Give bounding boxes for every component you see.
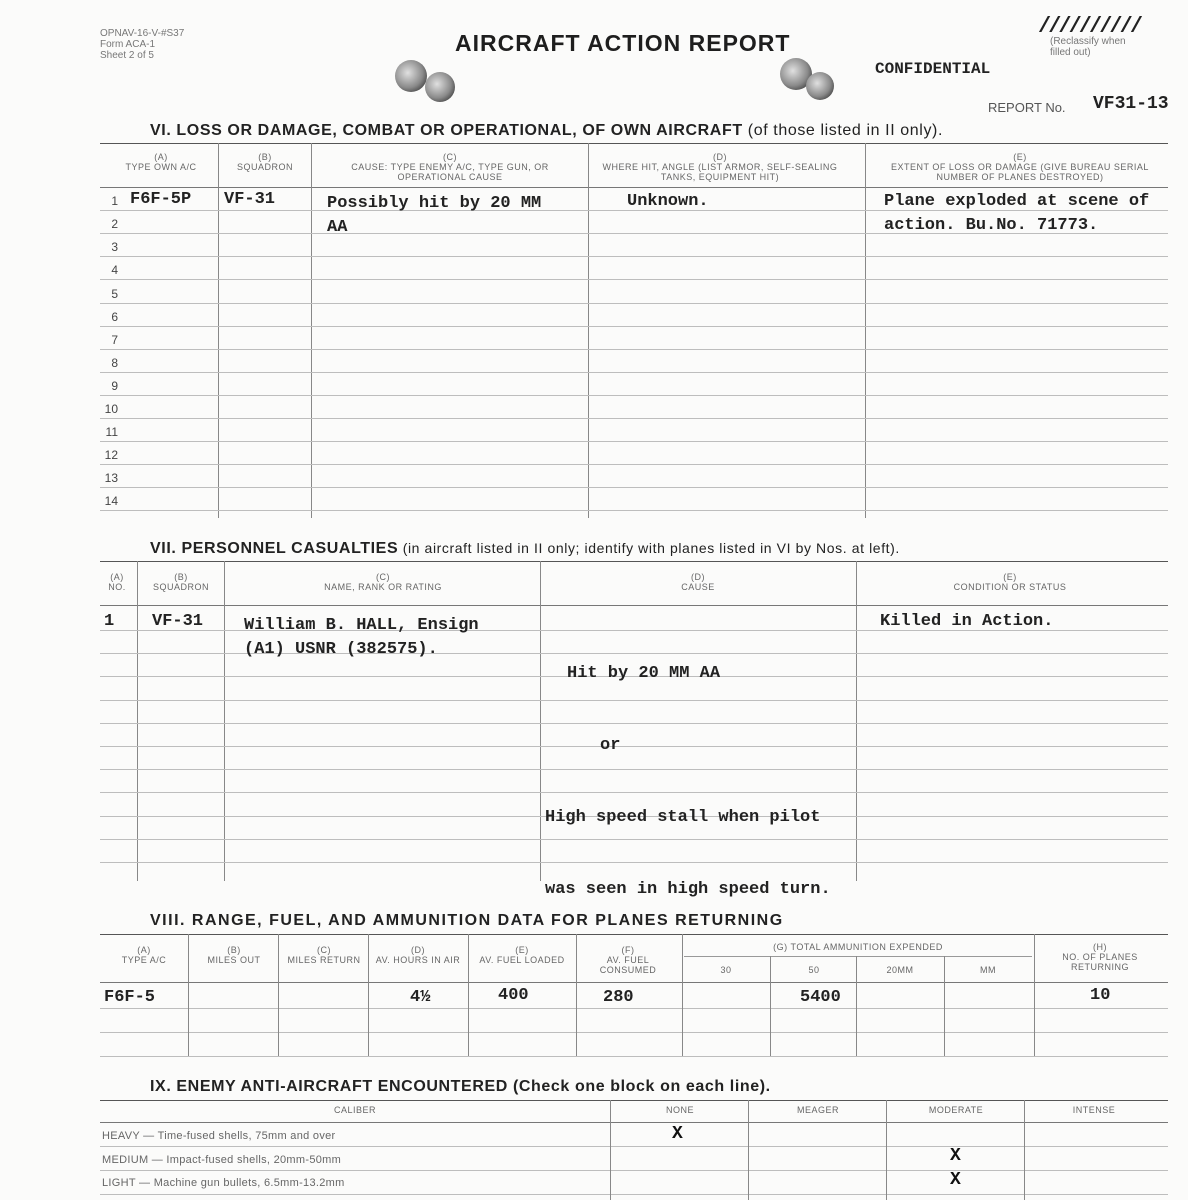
col-letter: (A) xyxy=(154,152,168,162)
col-label: AV. FUEL LOADED xyxy=(479,955,565,965)
row-rule xyxy=(100,303,1168,304)
col-header-squadron xyxy=(138,572,224,592)
column-divider xyxy=(278,934,279,1056)
col-letter: (H) xyxy=(1093,942,1107,952)
col-letter: (A) xyxy=(110,572,124,582)
col-letter: (D) xyxy=(691,572,705,582)
col-header-type-ac xyxy=(100,945,188,965)
casualty-squadron: VF-31 xyxy=(152,612,204,631)
section-vii-header-rule xyxy=(100,605,1168,606)
col-header-type-own-ac xyxy=(106,152,216,172)
casualty-cause-line: or xyxy=(600,736,621,755)
column-divider xyxy=(137,561,138,881)
form-code: Form ACA-1 xyxy=(100,39,156,50)
casualty-cause xyxy=(545,614,831,926)
column-divider xyxy=(468,934,469,1056)
row-rule xyxy=(100,1146,1168,1147)
row-rule xyxy=(100,1194,1168,1195)
row-number: 13 xyxy=(104,471,118,485)
section-vi-header-rule xyxy=(100,187,1168,188)
reclassify-note-line: (Reclassify when xyxy=(1050,36,1126,47)
col-header-miles-return xyxy=(280,945,368,965)
fuel-consumed: 280 xyxy=(603,988,634,1007)
aa-col-caliber: CALIBER xyxy=(333,1105,376,1115)
report-no-label: REPORT No. xyxy=(988,100,1066,115)
row-number: 10 xyxy=(104,402,118,416)
column-divider xyxy=(610,1100,611,1200)
section-vii-title xyxy=(150,540,900,558)
loss-cause xyxy=(327,192,541,240)
col-label: MILES RETURN xyxy=(287,955,361,965)
col-header-extent xyxy=(870,152,1170,182)
col-header-av-hours xyxy=(370,945,466,965)
loss-where-hit: Unknown. xyxy=(627,192,709,211)
aa-row-light-label: LIGHT — Machine gun bullets, 6.5mm-13.2mm xyxy=(102,1177,345,1189)
classification-stamp: CONFIDENTIAL xyxy=(875,60,991,78)
page-title: AIRCRAFT ACTION REPORT xyxy=(455,30,791,56)
row-rule xyxy=(100,1056,1168,1057)
col-header-where-hit xyxy=(600,152,840,182)
col-label: TYPE A/C xyxy=(121,955,167,965)
casualty-status: Killed in Action. xyxy=(880,612,1054,631)
form-number: OPNAV-16-V-#S37 xyxy=(100,28,185,39)
row-rule xyxy=(100,510,1168,511)
ammo-col-mm: MM xyxy=(980,965,996,975)
col-label: NO. OF PLANES xyxy=(1062,952,1138,962)
section-vi-heading: VI. LOSS OR DAMAGE, COMBAT OR OPERATIONAL, OF OWN AIRCRAFT xyxy=(150,122,743,139)
col-letter: (C) xyxy=(317,945,331,955)
col-label: CAUSE xyxy=(681,582,715,592)
form-id xyxy=(100,28,184,61)
col-label: NAME, RANK OR RATING xyxy=(324,582,442,592)
section-viii-top-rule xyxy=(100,934,1168,935)
col-label: SQUADRON xyxy=(236,162,293,172)
column-divider xyxy=(856,956,857,1056)
ammo-50-expended: 5400 xyxy=(800,988,841,1007)
section-viii-title: VIII. RANGE, FUEL, AND AMMUNITION DATA FOR PLANES RETURNING xyxy=(150,912,784,929)
row-number: 12 xyxy=(104,448,118,462)
column-divider xyxy=(576,934,577,1056)
col-label: AV. FUEL CONSUMED xyxy=(599,955,657,975)
col-letter: (F) xyxy=(621,945,635,955)
loss-extent xyxy=(884,190,1149,238)
loss-cause-line: Possibly hit by 20 MM xyxy=(327,194,542,213)
col-header-planes-returning xyxy=(1040,942,1160,972)
row-number: 14 xyxy=(104,494,118,508)
ammo-col-50: 50 xyxy=(808,965,820,975)
column-divider xyxy=(770,956,771,1056)
col-label: CAUSE: TYPE ENEMY A/C, TYPE GUN, OR OPERATIONAL CAUSE xyxy=(351,162,549,182)
col-label: TYPE OWN A/C xyxy=(125,162,197,172)
section-ix-top-rule xyxy=(100,1100,1168,1101)
col-letter: (B) xyxy=(258,152,272,162)
col-letter: (B) xyxy=(227,945,241,955)
section-ix-header-rule xyxy=(100,1122,1168,1123)
row-rule xyxy=(100,279,1168,280)
casualty-name xyxy=(244,614,479,662)
loss-squadron: VF-31 xyxy=(224,190,276,209)
row-rule xyxy=(100,372,1168,373)
row-number: 5 xyxy=(111,287,118,301)
ammo-group-header: (G) TOTAL AMMUNITION EXPENDED xyxy=(773,942,943,952)
aa-col-moderate: MODERATE xyxy=(928,1105,984,1115)
section-ix-title xyxy=(150,1078,771,1096)
section-vii-heading: VII. PERSONNEL CASUALTIES xyxy=(150,540,399,557)
col-header-name-rank xyxy=(225,572,541,592)
row-number: 4 xyxy=(111,263,118,277)
col-letter: (B) xyxy=(174,572,188,582)
column-divider xyxy=(886,1100,887,1200)
aa-col-none: NONE xyxy=(665,1105,694,1115)
reclassify-note xyxy=(1050,36,1126,58)
row-rule xyxy=(100,1032,1168,1033)
ammo-col-20mm: 20MM xyxy=(886,965,914,975)
aa-col-meager: MEAGER xyxy=(796,1105,839,1115)
col-header-fuel-consumed xyxy=(578,945,678,975)
row-number: 9 xyxy=(111,379,118,393)
column-divider xyxy=(588,143,589,518)
column-divider xyxy=(682,934,683,1056)
planes-returning: 10 xyxy=(1090,986,1111,1005)
row-rule xyxy=(100,349,1168,350)
row-number: 7 xyxy=(111,333,118,347)
row-rule xyxy=(100,441,1168,442)
col-letter: (D) xyxy=(713,152,727,162)
sheet-number: Sheet 2 of 5 xyxy=(100,50,154,61)
section-viii-header-rule xyxy=(100,982,1168,983)
row-number: 8 xyxy=(111,356,118,370)
casualty-name-line: (A1) USNR (382575). xyxy=(244,640,438,659)
row-number: 6 xyxy=(111,310,118,324)
aa-col-intense: INTENSE xyxy=(1072,1105,1116,1115)
casualty-cause-line: High speed stall when pilot xyxy=(545,808,821,827)
fuel-loaded: 400 xyxy=(498,986,529,1005)
col-label: RETURNING xyxy=(1071,962,1129,972)
loss-extent-line: Plane exploded at scene of xyxy=(884,192,1150,211)
aa-light-mark: X xyxy=(950,1170,961,1190)
col-label: MILES OUT xyxy=(207,955,261,965)
column-divider xyxy=(218,143,219,518)
column-divider xyxy=(1034,934,1035,1056)
section-vii-note: (in aircraft listed in II only; identify with planes listed in VI by Nos. at left). xyxy=(398,540,900,556)
col-letter: (E) xyxy=(1003,572,1017,582)
col-header-fuel-loaded xyxy=(470,945,574,965)
column-divider xyxy=(224,561,225,881)
col-label: EXTENT OF LOSS OR DAMAGE (GIVE BUREAU SERIAL NUMBER OF PLANES DESTROYED) xyxy=(891,162,1149,182)
loss-cause-line: AA xyxy=(327,218,348,237)
casualty-no: 1 xyxy=(104,612,115,631)
column-divider xyxy=(865,143,866,518)
row-rule xyxy=(100,1008,1168,1009)
col-header-cause xyxy=(330,152,570,182)
row-number: 2 xyxy=(111,217,118,231)
col-letter: (E) xyxy=(1013,152,1027,162)
column-divider xyxy=(311,143,312,518)
col-header-condition xyxy=(860,572,1160,592)
aa-row-medium-label: MEDIUM — Impact-fused shells, 20mm-50mm xyxy=(102,1154,342,1166)
row-rule xyxy=(100,487,1168,488)
loss-type-own-ac: F6F-5P xyxy=(130,190,192,209)
col-header-miles-out xyxy=(190,945,278,965)
column-divider xyxy=(188,934,189,1056)
row-number: 11 xyxy=(105,425,118,439)
struck-classification-mark: ////////// xyxy=(1038,14,1141,39)
row-number: 3 xyxy=(111,240,118,254)
row-rule xyxy=(100,326,1168,327)
col-header-squadron xyxy=(219,152,311,172)
punch-hole-mark xyxy=(806,72,834,100)
section-vii-top-rule xyxy=(100,561,1168,562)
aa-heavy-mark: X xyxy=(672,1124,683,1144)
section-ix-note: (Check one block on each line). xyxy=(507,1078,771,1095)
column-divider xyxy=(540,561,541,881)
section-ix-heading: IX. ENEMY ANTI-AIRCRAFT ENCOUNTERED xyxy=(150,1078,508,1095)
col-label: SQUADRON xyxy=(152,582,209,592)
row-rule xyxy=(100,256,1168,257)
column-divider xyxy=(944,956,945,1056)
col-letter: (A) xyxy=(137,945,151,955)
column-divider xyxy=(1024,1100,1025,1200)
col-header-no xyxy=(100,572,134,592)
column-divider xyxy=(748,1100,749,1200)
col-letter: (C) xyxy=(443,152,457,162)
col-header-cause xyxy=(541,572,855,592)
section-vi-note: (of those listed in II only). xyxy=(742,122,944,139)
col-letter: (E) xyxy=(515,945,529,955)
ammo-col-30: 30 xyxy=(720,965,732,975)
section-vi-title xyxy=(150,122,943,140)
ammo-group-rule xyxy=(684,956,1032,957)
row-rule xyxy=(100,395,1168,396)
row-rule xyxy=(100,1170,1168,1171)
row-number: 1 xyxy=(111,194,118,208)
aa-row-heavy-label: HEAVY — Time-fused shells, 75mm and over xyxy=(102,1130,336,1142)
reclassify-note-line: filled out) xyxy=(1050,47,1091,58)
loss-extent-line: action. Bu.No. 71773. xyxy=(884,216,1099,235)
casualty-cause-line: Hit by 20 MM AA xyxy=(567,664,721,683)
report-number: VF31-13 xyxy=(1093,94,1169,114)
punch-hole-mark xyxy=(425,72,455,102)
column-divider xyxy=(368,934,369,1056)
row-rule xyxy=(100,464,1168,465)
section-vi-top-rule xyxy=(100,143,1168,144)
fuel-av-hours: 4½ xyxy=(410,988,431,1007)
col-label: NO. xyxy=(108,582,126,592)
col-letter: (D) xyxy=(411,945,425,955)
casualty-cause-line: was seen in high speed turn. xyxy=(545,880,831,899)
row-rule xyxy=(100,418,1168,419)
aa-medium-mark: X xyxy=(950,1146,961,1166)
col-label: WHERE HIT, ANGLE (LIST ARMOR, SELF-SEALING TANKS, EQUIPMENT HIT) xyxy=(602,162,838,182)
casualty-name-line: William B. HALL, Ensign xyxy=(244,616,479,635)
col-letter: (C) xyxy=(376,572,390,582)
punch-hole-mark xyxy=(395,60,427,92)
fuel-type-ac: F6F-5 xyxy=(104,988,156,1007)
col-label: CONDITION OR STATUS xyxy=(953,582,1067,592)
column-divider xyxy=(856,561,857,881)
col-label: AV. HOURS IN AIR xyxy=(375,955,461,965)
